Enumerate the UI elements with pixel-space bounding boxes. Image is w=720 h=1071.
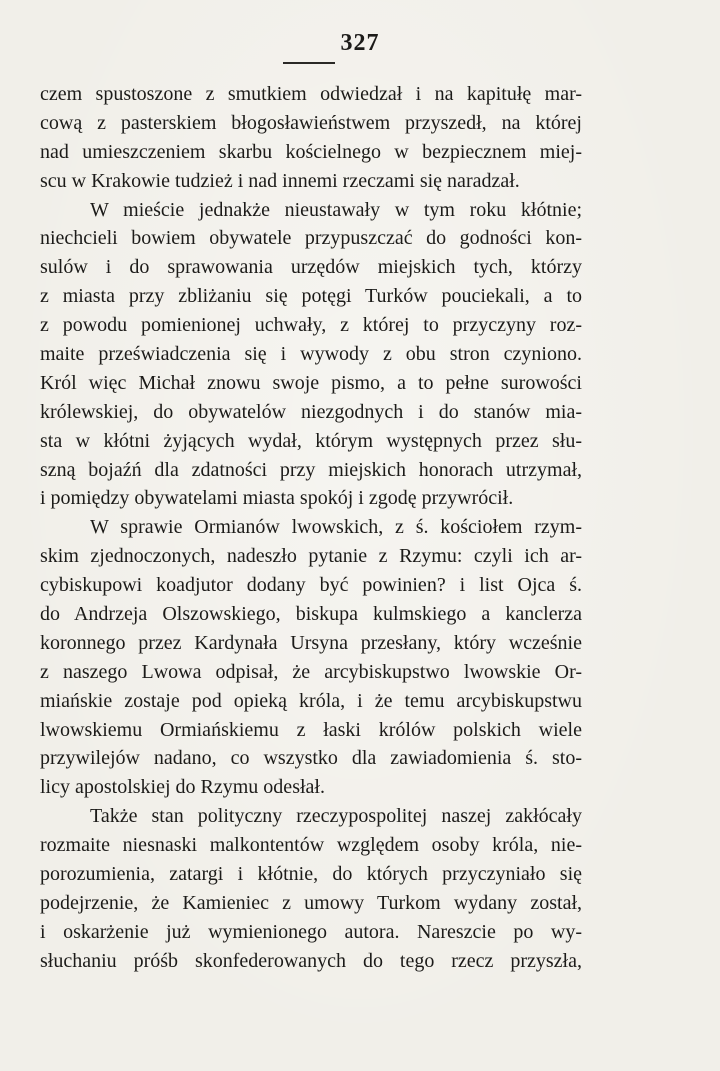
text-line: scu w Krakowie tudzież i nad innemi rzeczami się naradzał. — [40, 169, 520, 192]
text-line: W mieście jednakże nieustawały w tym roku kłótnie; — [90, 198, 582, 221]
text-line: rozmaite niesnaski malkontentów względem osoby króla, nie- — [40, 834, 582, 857]
text-line: miańskie zostaje pod opieką króla, i że temu arcybiskupstwu — [40, 689, 582, 712]
text-line: W sprawie Ormianów lwowskich, z ś. kościołem rzym- — [90, 516, 582, 539]
text-line: maite przeświadczenia się i wywody z obu stron czyniono. — [40, 343, 582, 366]
text-line: sulów i do sprawowania urzędów miejskich tych, którzy — [40, 256, 582, 279]
text-line: sta w kłótni żyjących wydał, którym występnych przez słu- — [40, 429, 582, 452]
page-number: 327 — [340, 30, 380, 56]
text-line: Także stan polityczny rzeczypospolitej naszej zakłócały — [90, 805, 582, 828]
text-line: niechcieli bowiem obywatele przypuszczać do godności kon- — [40, 227, 582, 250]
text-line: licy apostolskiej do Rzymu odesłał. — [40, 776, 325, 799]
text-line: lwowskiemu Ormiańskiemu z łaski królów polskich wiele — [40, 718, 582, 741]
text-line: nad umieszczeniem skarbu kościelnego w bezpiecznem miej- — [40, 140, 582, 163]
text-line: koronnego przez Kardynała Ursyna przesłany, który wcześnie — [40, 631, 582, 654]
body-text — [40, 80, 582, 976]
text-line: i oskarżenie już wymienionego autora. Nareszcie po wy- — [40, 920, 582, 943]
text-line: porozumienia, zatargi i kłótnie, do których przyczyniało się — [40, 863, 582, 886]
header-rule — [283, 62, 335, 64]
text-line: Król więc Michał znowu swoje pismo, a to pełne surowości — [40, 371, 582, 394]
text-line: do Andrzeja Olszowskiego, biskupa kulmskiego a kanclerza — [40, 603, 582, 626]
text-line: i pomiędzy obywatelami miasta spokój i zgodę przywrócił. — [40, 487, 514, 510]
text-line: cybiskupowi koadjutor dodany być powinien? i list Ojca ś. — [40, 574, 582, 597]
text-line: cową z pasterskiem błogosławieństwem przyszedł, na której — [40, 111, 582, 134]
text-line: słuchaniu próśb skonfederowanych do tego rzecz przyszła, — [40, 949, 582, 972]
text-line: szną bojaźń dla zdatności przy miejskich honorach utrzymał, — [40, 458, 582, 481]
text-line: królewskiej, do obywatelów niezgodnych i do stanów mia- — [40, 400, 582, 423]
text-line: czem spustoszone z smutkiem odwiedzał i na kapitułę mar- — [40, 83, 582, 105]
text-line: przywilejów nadano, co wszystko dla zawiadomienia ś. sto- — [40, 747, 582, 770]
text-line: z naszego Lwowa odpisał, że arcybiskupstwo lwowskie Or- — [40, 660, 582, 683]
text-line: podejrzenie, że Kamieniec z umowy Turkom wydany został, — [40, 891, 582, 914]
text-line: z miasta przy zbliżaniu się potęgi Turków pouciekali, a to — [40, 285, 582, 308]
text-line: z powodu pomienionej uchwały, z której to przyczyny roz- — [40, 314, 582, 337]
text-line: skim zjednoczonych, nadeszło pytanie z Rzymu: czyli ich ar- — [40, 545, 582, 568]
